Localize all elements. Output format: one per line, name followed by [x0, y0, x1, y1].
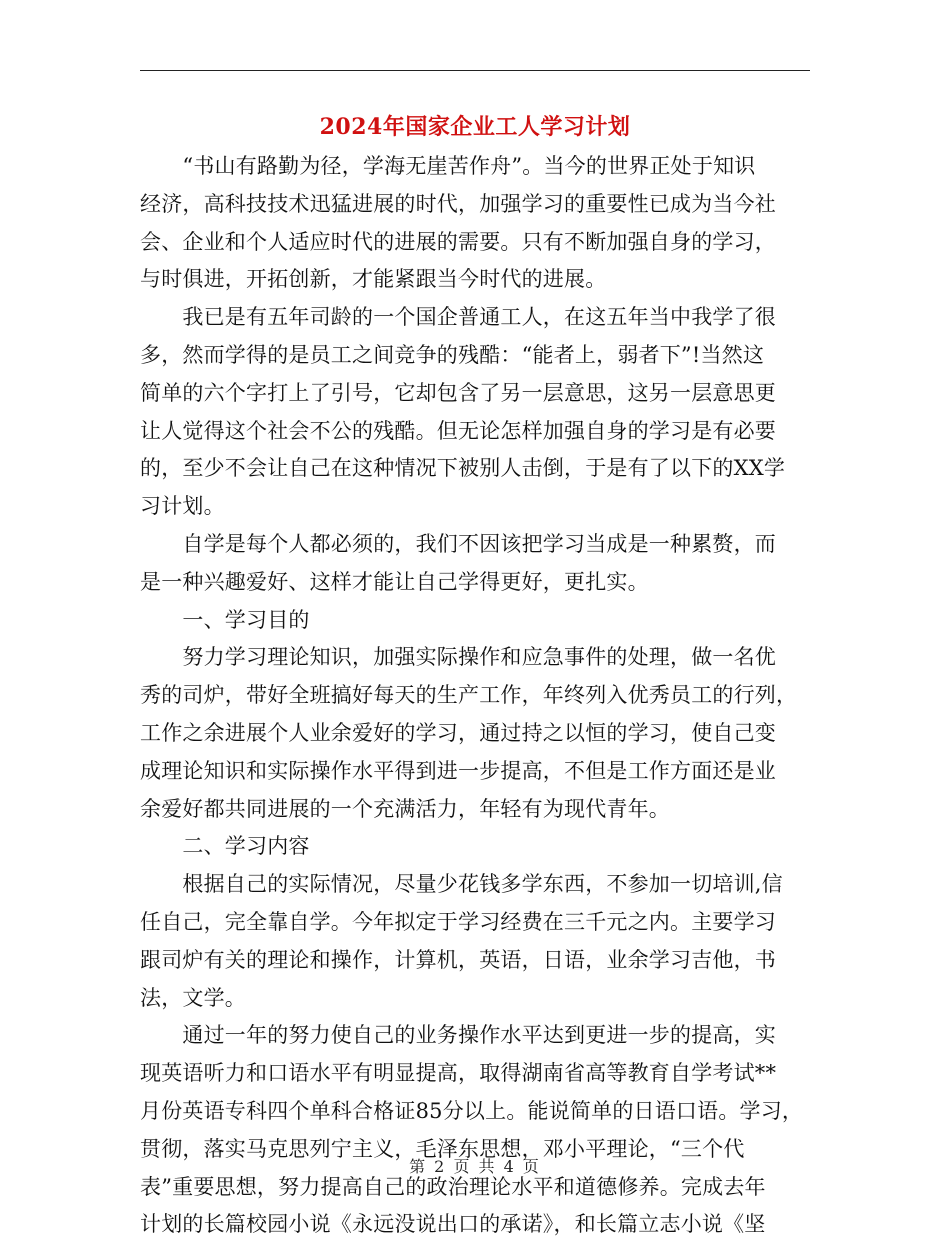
body-line: 根据自己的实际情况，尽量少花钱多学东西，不参加一切培训,信: [140, 872, 783, 897]
body-line: 月份英语专科四个单科合格证85分以上。能说简单的日语口语。学习，: [140, 1098, 804, 1123]
section-heading: 一、学习目的: [140, 607, 310, 632]
body-line: 计划的长篇校园小说《永远没说出口的承诺》，和长篇立志小说《坚: [140, 1212, 766, 1237]
body-line: 余爱好都共同进展的一个充满活力，年轻有为现代青年。: [140, 796, 670, 821]
body-line: 习计划。: [140, 494, 225, 519]
document-body: [140, 148, 810, 1244]
body-line: 跟司炉有关的理论和操作，计算机，英语，日语，业余学习吉他，书: [140, 947, 776, 972]
body-line: 简单的六个字打上了引号，它却包含了另一层意思，这另一层意思更: [140, 380, 776, 405]
body-line: 的，至少不会让自己在这种情况下被别人击倒，于是有了以下的XX学: [140, 456, 786, 481]
body-line: 会、企业和个人适应时代的进展的需要。只有不断加强自身的学习，: [140, 229, 776, 254]
body-line: 经济，高科技技术迅猛进展的时代，加强学习的重要性已成为当今社: [140, 191, 776, 216]
body-line: 任自己，完全靠自学。今年拟定于学习经费在三千元之内。主要学习: [140, 909, 776, 934]
body-line: 多，然而学得的是员工之间竞争的残酷：“能者上，弱者下”!当然这: [140, 342, 765, 367]
body-line: 是一种兴趣爱好、这样才能让自己学得更好，更扎实。: [140, 569, 649, 594]
body-line: 努力学习理论知识，加强实际操作和应急事件的处理，做一名优: [140, 645, 776, 670]
body-line: 表”重要思想，努力提高自己的政治理论水平和道德修养。完成去年: [140, 1174, 766, 1199]
body-line: 让人觉得这个社会不公的残酷。但无论怎样加强自身的学习是有必要: [140, 418, 776, 443]
body-line: 现英语听力和口语水平有明显提高，取得湖南省高等教育自学考试**: [140, 1061, 777, 1086]
page-number-footer: 第 2 页 共 4 页: [409, 1157, 541, 1176]
body-line: 贯彻，落实马克思列宁主义，毛泽东思想，邓小平理论，“三个代: [140, 1136, 745, 1161]
body-line: 工作之余进展个人业余爱好的学习，通过持之以恒的学习，使自己变: [140, 720, 776, 745]
body-line: 自学是每个人都必须的，我们不因该把学习当成是一种累赘，而: [140, 531, 776, 556]
body-line: 秀的司炉，带好全班搞好每天的生产工作，年终列入优秀员工的行列，: [140, 683, 798, 708]
body-line: 成理论知识和实际操作水平得到进一步提高，不但是工作方面还是业: [140, 758, 776, 783]
body-line: 与时俱进，开拓创新，才能紧跟当今时代的进展。: [140, 267, 607, 292]
header-rule: [140, 70, 810, 71]
section-heading: 二、学习内容: [140, 834, 310, 859]
document-title: 2024年国家企业工人学习计划: [319, 114, 631, 140]
body-line: “书山有路勤为径，学海无崖苦作舟”。当今的世界正处于知识: [140, 154, 756, 178]
body-line: 我已是有五年司龄的一个国企普通工人，在这五年当中我学了很: [140, 305, 776, 330]
body-line: 通过一年的努力使自己的业务操作水平达到更进一步的提高，实: [140, 1023, 776, 1048]
body-line: 法，文学。: [140, 985, 246, 1010]
